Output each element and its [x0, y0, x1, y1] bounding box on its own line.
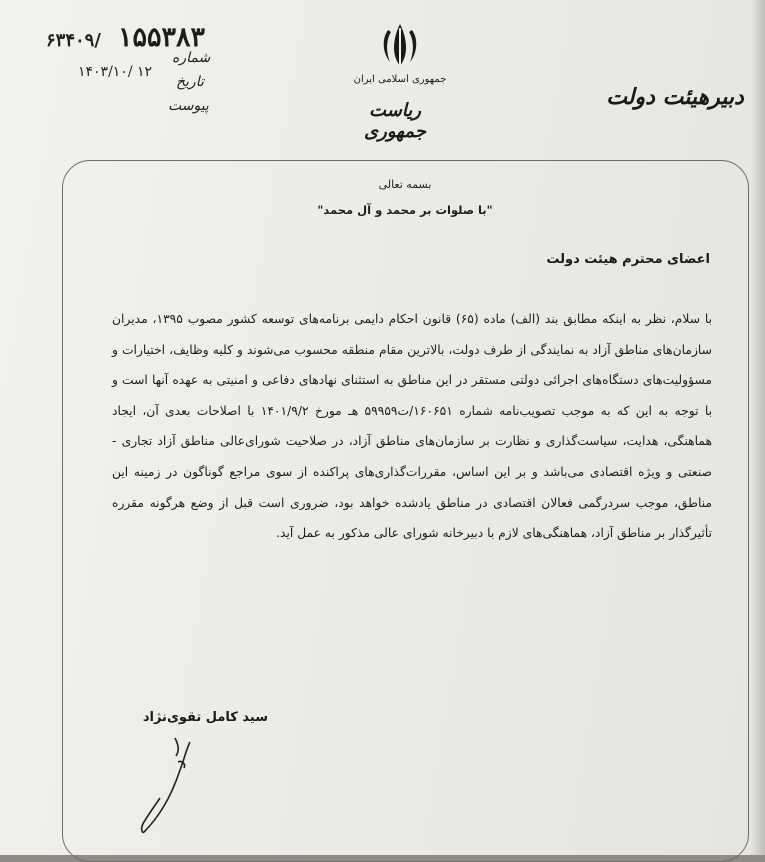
letter-body-paragraph: با سلام، نظر به اینکه مطابق بند (الف) ماده (۶۵) قانون احکام دایمی برنامه‌های توسعه کشور مصوب ۱۳۹۵، مدیران سازمان‌های مناطق آزاد به نمایندگی از طرف دولت، بالاترین مقام منطقه محسوب می‌شوند و کلیه وظایف، اختیارات و مسؤولیت‌های دستگاه‌های اجرائی دولتی مستقر در این مناطق به استثنای نهادهای دفاعی و امنیتی به عهده آنها است و با توجه به این که به موجب تصویب‌نامه شماره ۱۶۰۶۵۱/ت۵۹۹۵۹ هـ مورخ ۱۴۰۱/۹/۲ با اصلاحات بعدی آن، ایجاد هماهنگی، هدایت، سیاست‌گذاری و نظارت بر سازمان‌های مناطق آزاد، در صلاحیت شورای‌عالی مناطق آزاد تجاری - صنعتی و ویژه اقتصادی می‌باشد و بر این اساس، مقررات‌گذاری‌های پراکنده از سوی مراجع گوناگون در زمینه این مناطق، موجب سردرگمی فعالان اقتصادی در مناطق یادشده خواهد بود، ضروری است قبل از وضع هرگونه مقرره تأثیرگذار بر مناطق آزاد، هماهنگی‌های لازم با دبیرخانه شورای عالی مذکور به عمل آید.	[112, 312, 712, 541]
office-title: دبیرهیئت دولت	[606, 84, 744, 110]
attachment-label: پیوست	[168, 98, 209, 114]
signatory-name: سید کامل تقوی‌نژاد	[142, 710, 268, 725]
letter-number-main: ۱۵۵۳۸۳	[118, 22, 206, 53]
iran-emblem-icon	[378, 22, 422, 68]
emblem-caption-republic: جمهوری اسلامی ایران	[353, 74, 447, 85]
date-value: ۱۴۰۳/۱۰/ ۱۲	[78, 64, 153, 80]
date-label: تاریخ	[176, 74, 204, 90]
salutation-quote: "با صلوات بر محمد و آل محمد"	[317, 203, 493, 217]
letter-number-small: ۶۳۴۰۹/	[46, 30, 101, 51]
number-label: شماره	[172, 50, 211, 66]
addressee: اعضای محترم هیئت دولت	[546, 252, 710, 267]
emblem-caption-presidency: ریاست جمهوری	[364, 100, 426, 142]
page-edge-shadow	[751, 0, 765, 855]
invocation: بسمه تعالی	[378, 178, 432, 191]
signature-mark	[120, 730, 230, 840]
